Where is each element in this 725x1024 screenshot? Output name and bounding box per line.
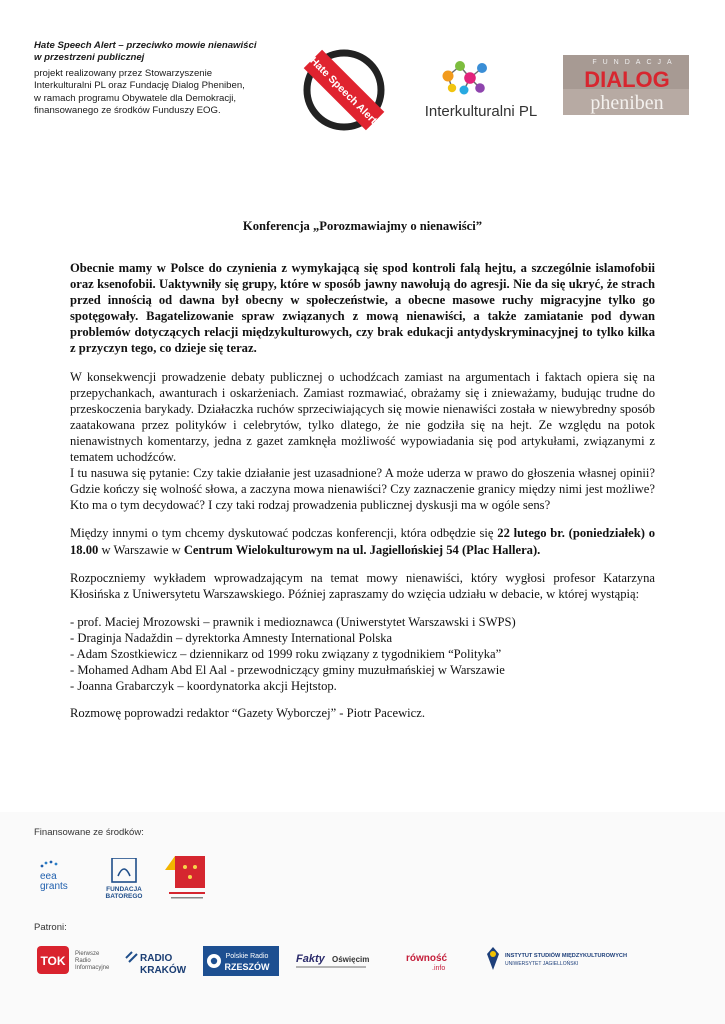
polskie-radio-rzeszow-logo <box>203 946 279 976</box>
isnm-text-1: INSTYTUT STUDIÓW MIĘDZYKULTUROWYCH <box>505 953 628 959</box>
paragraph-2-text: W konsekwencji prowadzenie debaty publicznej o uchodźcach zamiast na argumentach i faktach opiera się na przepychankach, awanturach i oskarżeniach. Zamiast rozmawiać, obrażamy się i znieważamy, budując trudne do przeskoczenia barykady. Działaczka ruchów sprzeciwiających się mowie nienawiści została w niewybredny sposób zaatakowana przez polityków i celebrytów, tylko dlatego, że nie godziła się na hejt. Ze względu na potok nienawistnych komentarzy, jedna z gazet zamknęła możliwość wypowiadania się pod artykułami, związanymi z tematem uchodźców. <box>70 369 655 465</box>
paragraph-4-intro: Między innymi o tym chcemy dyskutować podczas konferencji, która odbędzie się <box>70 526 498 541</box>
dialog-logo-bottom: pheniben <box>590 92 664 114</box>
project-title-line-1: Hate Speech Alert – przeciwko mowie nienawiści <box>34 40 257 51</box>
patrons-label: Patroni: <box>34 922 67 933</box>
isnm-text-2: UNIWERSYTET JAGIELLOŃSKI <box>505 961 579 967</box>
paragraph-5: Rozpoczniemy wykładem wprowadzającym na temat mowy nienawiści, który wygłosi profesor Katarzyna Kłosińska z Uniwersytetu Warszawskiego. Później zapraszamy do wzięcia udziału w debacie, w której wystąpią: <box>70 570 655 601</box>
paragraph-2 <box>70 369 655 466</box>
tok-text-3: Informacyjne <box>75 965 110 971</box>
hate-speech-alert-logo <box>300 46 388 134</box>
event-place: Centrum Wielokulturowym na ul. Jagiellońskiej 54 (Plac Hallera). <box>183 542 541 557</box>
speaker-text: Mohamed Adham Abd El Aal - przewodniczący gminy muzułmańskiej w Warszawie <box>77 663 505 678</box>
paragraph-6: Rozmowę poprowadzi redaktor “Gazety Wyborczej” - Piotr Pacewicz. <box>70 706 425 721</box>
svg-text:TOK: TOK <box>40 954 66 968</box>
pr-rzeszow-text-2: RZESZÓW <box>224 962 270 972</box>
oswiecim-text-1: Fakty <box>296 953 325 965</box>
project-desc-line-1: projekt realizowany przez Stowarzyszenie <box>34 67 213 79</box>
speaker-item: - Mohamed Adham Abd El Aal - przewodniczący gminy muzułmańskiej w Warszawie <box>70 663 505 678</box>
document-body <box>70 260 655 733</box>
pr-rzeszow-text-1: Polskie Radio <box>225 953 269 960</box>
project-description <box>34 68 294 118</box>
dialog-pheniben-logo <box>563 55 689 115</box>
eea-grants-logo <box>38 860 84 892</box>
project-desc-line-2: Interkulturalni PL oraz Fundację Dialog Pheniben, <box>34 80 245 92</box>
tok-text-2: Radio <box>75 958 91 964</box>
speaker-item: - Joanna Grabarczyk – koordynatorka akcji Hejtstop. <box>70 679 337 694</box>
rownosc-text-2: .info <box>432 965 446 972</box>
fakty-oswiecim-logo <box>296 950 380 972</box>
lead-paragraph: Obecnie mamy w Polsce do czynienia z wymykającą się spod kontroli falą hejtu, a szczególnie islamofobii oraz ksenofobii. Uaktywniły się grupy, które w sposób jawny nawołują do agresji. Nie da się ukryć, że strach przed innością od dawna był obecny w społeczeństwie, a obecne masowe ruchy migracyjne tylko go spotęgowały. Bagatelizowanie spraw związanych z mową nienawiści, a także zamiatanie pod dywan problemów dotyczących relacji międzykulturowych, czy brak edukacji antydyskryminacyjnej to tylko kilka z przyczyn tego, co dzieje się teraz. <box>70 261 655 356</box>
project-desc-line-3: w ramach programu Obywatele dla Demokracji, <box>34 92 237 104</box>
speaker-item: - Adam Szostkiewicz – dziennikarz od 1999 roku związany z tygodnikiem “Polityka” <box>70 646 502 661</box>
paragraph-3: I tu nasuwa się pytanie: Czy takie działanie jest uzasadnione? A może uderza w prawo do głoszenia własnej opinii? Gdzie kończy się wolność słowa, a zaczyna mowa nienawiści? Czy zaznaczenie granicy między nimi jest możliwe? Kto ma o tym decydować? I czy taki rodzaj prowadzenia publicznej dyskusji ma w ogóle sens? <box>70 466 655 513</box>
dialog-logo-top: FUNDACJA <box>592 59 678 66</box>
project-title-line-2: w przestrzeni publicznej <box>34 52 145 64</box>
header-text <box>34 40 294 117</box>
dialog-logo-main: DIALOG <box>584 67 670 92</box>
paragraph-4-mid: w Warszawie w <box>98 542 184 557</box>
speaker-text: Joanna Grabarczyk – koordynatorka akcji Hejtstop. <box>77 679 337 694</box>
interkulturalni-logo <box>408 54 554 124</box>
speaker-text: prof. Maciej Mrozowski – prawnik i medioznawca (Uniwerstytet Warszawski i SWPS) <box>77 614 516 629</box>
isnm-uj-logo <box>483 944 643 974</box>
radio-krakow-text-1: RADIO <box>140 953 173 964</box>
speaker-item: - prof. Maciej Mrozowski – prawnik i medioznawca (Uniwerstytet Warszawski i SWPS) <box>70 614 516 629</box>
hate-speech-alert-logo-text: Hate Speech Alert <box>307 54 380 127</box>
rownosc-info-logo <box>406 950 462 972</box>
oswiecim-text-2: Oświęcim <box>332 955 370 964</box>
fundacja-batorego-logo <box>104 858 146 900</box>
funded-label: Finansowane ze środków: <box>34 827 144 838</box>
speaker-text: Draginja Nadaždin – dyrektorka Amnesty International Polska <box>77 630 393 645</box>
batory-text-1: FUNDACJA <box>106 886 142 893</box>
radio-krakow-logo <box>124 948 188 976</box>
footer-background <box>0 812 725 1024</box>
pafw-logo <box>163 852 211 904</box>
eea-text-2: grants <box>40 881 68 892</box>
speaker-list <box>70 614 655 694</box>
interkulturalni-logo-text: Interkulturalni PL <box>424 103 538 120</box>
tok-fm-logo <box>37 944 117 976</box>
speaker-text: Adam Szostkiewicz – dziennikarz od 1999 roku związany z tygodnikiem “Polityka” <box>76 646 502 661</box>
project-desc-line-4: finansowanego ze środków Funduszy EOG. <box>34 105 221 117</box>
tok-text-1: Pierwsze <box>75 951 100 957</box>
event-date: 22 lutego br. (poniedziałek) o 18.00 <box>70 526 655 557</box>
document-title: Konferencja „Porozmawiajmy o nienawiści” <box>242 219 483 233</box>
rownosc-text-1: równość <box>406 953 448 964</box>
eea-text-1: eea <box>40 871 57 882</box>
batory-text-2: BATOREGO <box>105 893 143 900</box>
speaker-item: - Draginja Nadaždin – dyrektorka Amnesty International Polska <box>70 630 393 645</box>
paragraph-4 <box>70 525 655 557</box>
radio-krakow-text-2: KRAKÓW <box>140 965 187 976</box>
